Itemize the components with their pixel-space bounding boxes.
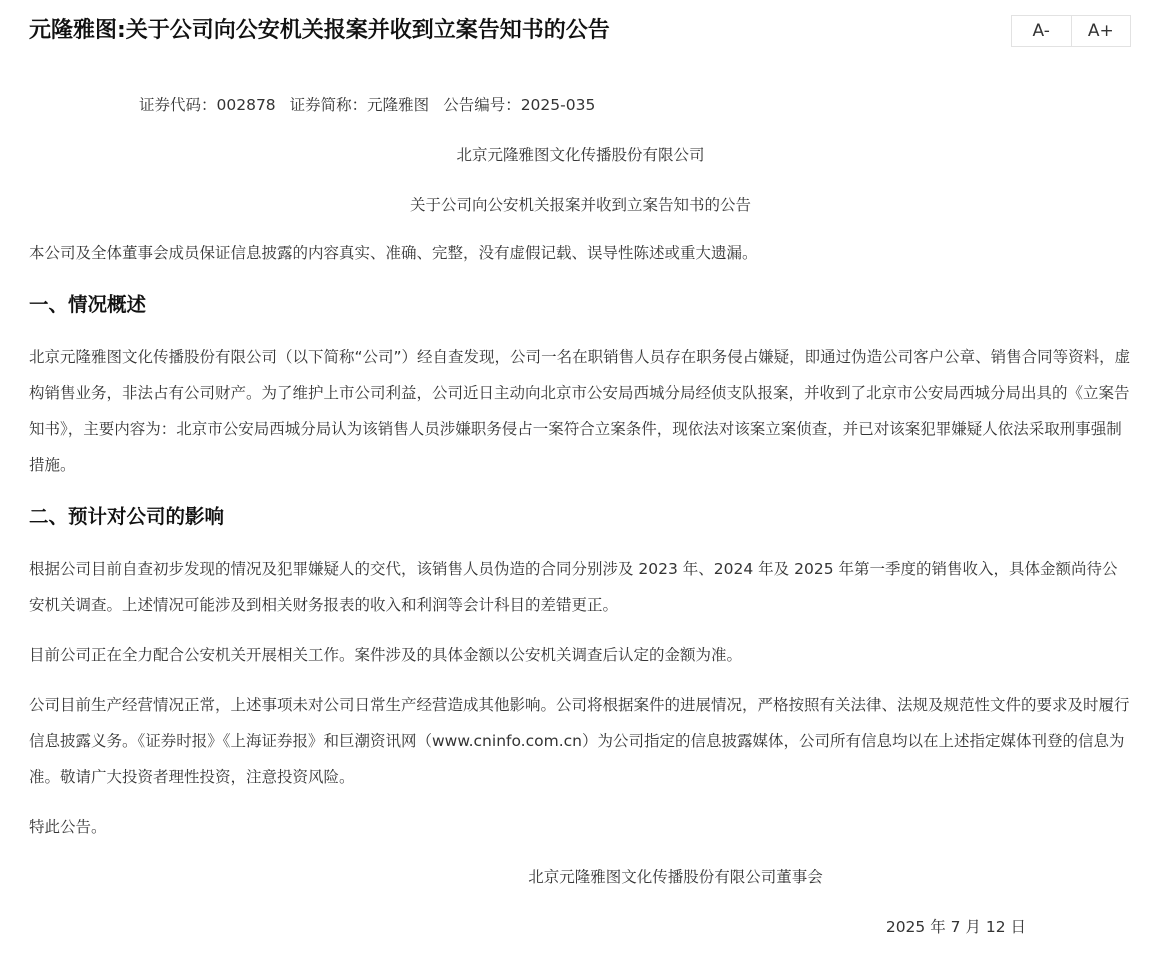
company-name: 北京元隆雅图文化传播股份有限公司 [456,146,705,164]
announcement-number: 公告编号：2025-035 [443,96,596,114]
announcement-body [29,87,1132,945]
signature: 北京元隆雅图文化传播股份有限公司董事会 [528,868,823,886]
font-size-controls [1011,15,1131,47]
security-short-name: 证券简称：元隆雅图 [289,96,430,114]
security-code: 证券代码：002878 [139,96,276,114]
closing-paragraph: 特此公告。 [29,818,107,836]
font-increase-button[interactable]: A+ [1071,16,1131,46]
overview-paragraph: 北京元隆雅图文化传播股份有限公司（以下简称“公司”）经自查发现，公司一名在职销售人员存在职务侵占嫌疑，即通过伪造公司客户公章、销售合同等资料，虚构销售业务，非法占有公司财产。为了维护上市公司利益，公司近日主动向北京市公安局西城分局经侦支队报案，并收到了北京市公安局西城分局出具的《立案告知书》，主要内容为：北京市公安局西城分局认为该销售人员涉嫌职务侵占一案符合立案条件，现依法对该案立案侦查，并已对该案犯罪嫌疑人依法采取刑事强制措施。 [29,348,1131,474]
announcement-meta [29,87,1132,123]
font-decrease-button[interactable]: A- [1032,21,1050,41]
section-heading-overview: 一、情况概述 [29,293,147,316]
announcement-subtitle: 关于公司向公安机关报案并收到立案告知书的公告 [409,196,751,214]
section-heading-impact: 二、预计对公司的影响 [29,505,225,528]
operations-paragraph: 公司目前生产经营情况正常，上述事项未对公司日常生产经营造成其他影响。公司将根据案件的进展情况，严格按照有关法律、法规及规范性文件的要求及时履行信息披露义务。《证券时报》《上海证券报》和巨潮资讯网（www.cninfo.com.cn）为公司指定的信息披露媒体，公司所有信息均以在上述指定媒体刊登的信息为准。敬请广大投资者理性投资，注意投资风险。 [29,696,1130,786]
cooperation-paragraph: 目前公司正在全力配合公安机关开展相关工作。案件涉及的具体金额以公安机关调查后认定的金额为准。 [29,646,743,664]
page-title: 元隆雅图:关于公司向公安机关报案并收到立案告知书的公告 [29,18,610,43]
announcement-date: 2025 年 7 月 12 日 [885,918,1026,936]
impact-paragraph: 根据公司目前自查初步发现的情况及犯罪嫌疑人的交代，该销售人员伪造的合同分别涉及 2023 年、2024 年及 2025 年第一季度的销售收入，具体金额尚待公安机关调查。上述情况可能涉及到相关财务报表的收入和利润等会计科目的差错更正。 [29,560,1118,614]
board-statement: 本公司及全体董事会成员保证信息披露的内容真实、准确、完整，没有虚假记载、误导性陈述或重大遗漏。 [29,244,758,262]
